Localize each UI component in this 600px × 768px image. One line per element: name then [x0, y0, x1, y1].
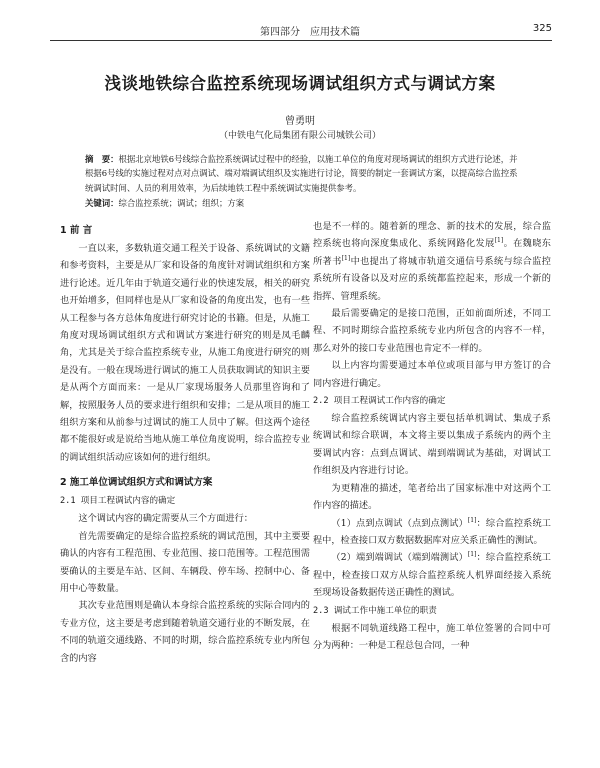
author-name: 曾勇明 — [285, 116, 315, 127]
citation: [1] — [467, 551, 477, 559]
paragraph — [313, 515, 551, 550]
author-affiliation: （中铁电气化局集团有限公司城铁公司） — [218, 131, 381, 141]
abstract — [85, 152, 522, 195]
right-column — [313, 218, 551, 654]
paragraph-text: ：综合监控系统工程中，检查接口双方从综合监控系统人机界面经接入系统至现场设备数据传送正确性的测试。 — [313, 552, 551, 599]
paragraph — [313, 549, 551, 601]
paragraph-text: 中也提出了将城市轨道交通信号系统与综合监控系统所有设备以及对应的系统都监控起来，形成一个新的指挥、管理系统。 — [313, 255, 551, 302]
section-heading-2: 2 施工单位调试组织方式和调试方案 — [60, 477, 213, 489]
citation: [1] — [494, 237, 504, 245]
paragraph: 最后需要确定的是接口范围，正如前面所述，不同工程、不同时期综合监控系统专业内所包含的内容不一样，那么对外的接口专业范围也肯定不一样的。 — [313, 308, 551, 354]
paragraph: 为更精准的描述，笔者给出了国家标准中对这两个工作内容的描述。 — [313, 482, 551, 512]
paragraph — [313, 218, 551, 305]
subsection-heading-2-3: 2.3 调试工作中施工单位的职责 — [313, 605, 437, 616]
paragraph-text: 。在魏晓东所著书 — [313, 238, 551, 267]
abstract-block — [85, 152, 522, 210]
keywords — [85, 196, 522, 210]
abstract-text: 根据北京地铁6号线综合监控系统调试过程中的经验，以施工单位的角度对现场调试的组织方式进行论述，并根据6号线的实施过程对点对点调试、端对端调试组织及实施进行讨论，简要的制定一套调试方案，以提高综合监控系统调试时间、人员的利用效率，为后续地铁工程中系统调试实施提供参考。 — [85, 154, 518, 193]
paragraph-text: （2）端到端调试（端到端测试） — [331, 552, 468, 564]
article-title: 浅谈地铁综合监控系统现场调试组织方式与调试方案 — [104, 74, 496, 93]
keywords-text: 综合监控系统；调试；组织；方案 — [118, 197, 245, 208]
running-header — [50, 20, 552, 41]
header-section-title: 第四部分 应用技术篇 — [260, 27, 360, 38]
paragraph: 这个调试内容的确定需要从三个方面进行： — [78, 513, 253, 525]
paragraph: 一直以来，多数轨道交通工程关于设备、系统调试的文籍和参考资料，主要是从厂家和设备的角度针对调试组织和方案进行论述。近几年由于轨道交通行业的快速发展，相关的研究也开始增多，但同样也是从厂家和设备的角度出发，也有一些从工程参与各方总体角度进行研究讨论的书籍。但是，从施工角度对现场调试组织方式和调试方案进行研究的则是凤毛麟角，尤其是关于综合监控系统专业，从施工角度进行研究的则是没有。一般在现场进行调试的施工人员获取调试的知识主要是从两个方面而来：一是从厂家现场服务人员那里咨询和了解，按照服务人员的要求进行组织和安排；二是从项目的施工组织方案和从前参与过调试的施工人员中了解。但这两个途径都不能很好或是说给当地从施工单位角度说明，综合监控专业的调试组织活动应该如何的进行组织。 — [60, 243, 310, 463]
paragraph: 首先需要确定的是综合监控系统的调试范围，其中主要要确认的内容有工程范围、专业范围、接口范围等。工程范围需要确认的主要是车站、区间、车辆段、停车场、控制中心、备用中心等数量。 — [60, 530, 310, 594]
abstract-label: 摘 要： — [85, 154, 119, 164]
citation: [1] — [341, 254, 351, 262]
subsection-heading-2-1: 2.1 项目工程调试内容的确定 — [60, 496, 176, 507]
paragraph-text: ：综合监控系统工程中，检查接口双方数据数据库对应关系正确性的测试。 — [313, 517, 551, 546]
paragraph: 以上内容均需要通过本单位或项目部与甲方签订的合同内容进行确定。 — [313, 360, 551, 389]
citation: [1] — [467, 516, 477, 524]
page-number: 325 — [532, 23, 552, 34]
paragraph-text: 也是不一样的。随着新的理念、新的技术的发展，综合监控系统也将向深度集成化、系统网路化发展 — [313, 221, 551, 250]
left-column — [60, 222, 310, 667]
subsection-heading-2-2: 2.2 项目工程调试工作内容的确定 — [313, 396, 446, 407]
keywords-label: 关键词： — [85, 197, 119, 208]
paragraph: 其次专业范围则是确认本身综合监控系统的实际合同内的专业方位，这主要是考虑到随着轨道交通行业的不断发展，在不同的轨道交通线路、不同的时期，综合监控系统专业内所包含的内容 — [60, 600, 310, 664]
paragraph: 根据不同轨道线路工程中，施工单位签署的合同中可分为两种：一种是工程总包合同，一种 — [313, 622, 551, 651]
section-heading-1: 1 前 言 — [60, 225, 93, 236]
paragraph: 综合监控系统调试内容主要包括单机调试、集成子系统调试和综合联调，本文将主要以集成子系统内的两个主要调试内容：点到点调试、端到端调试为基础，对调试工作组织及内容进行讨论。 — [313, 413, 551, 477]
paragraph-text: （1）点到点调试（点到点测试） — [331, 517, 468, 529]
